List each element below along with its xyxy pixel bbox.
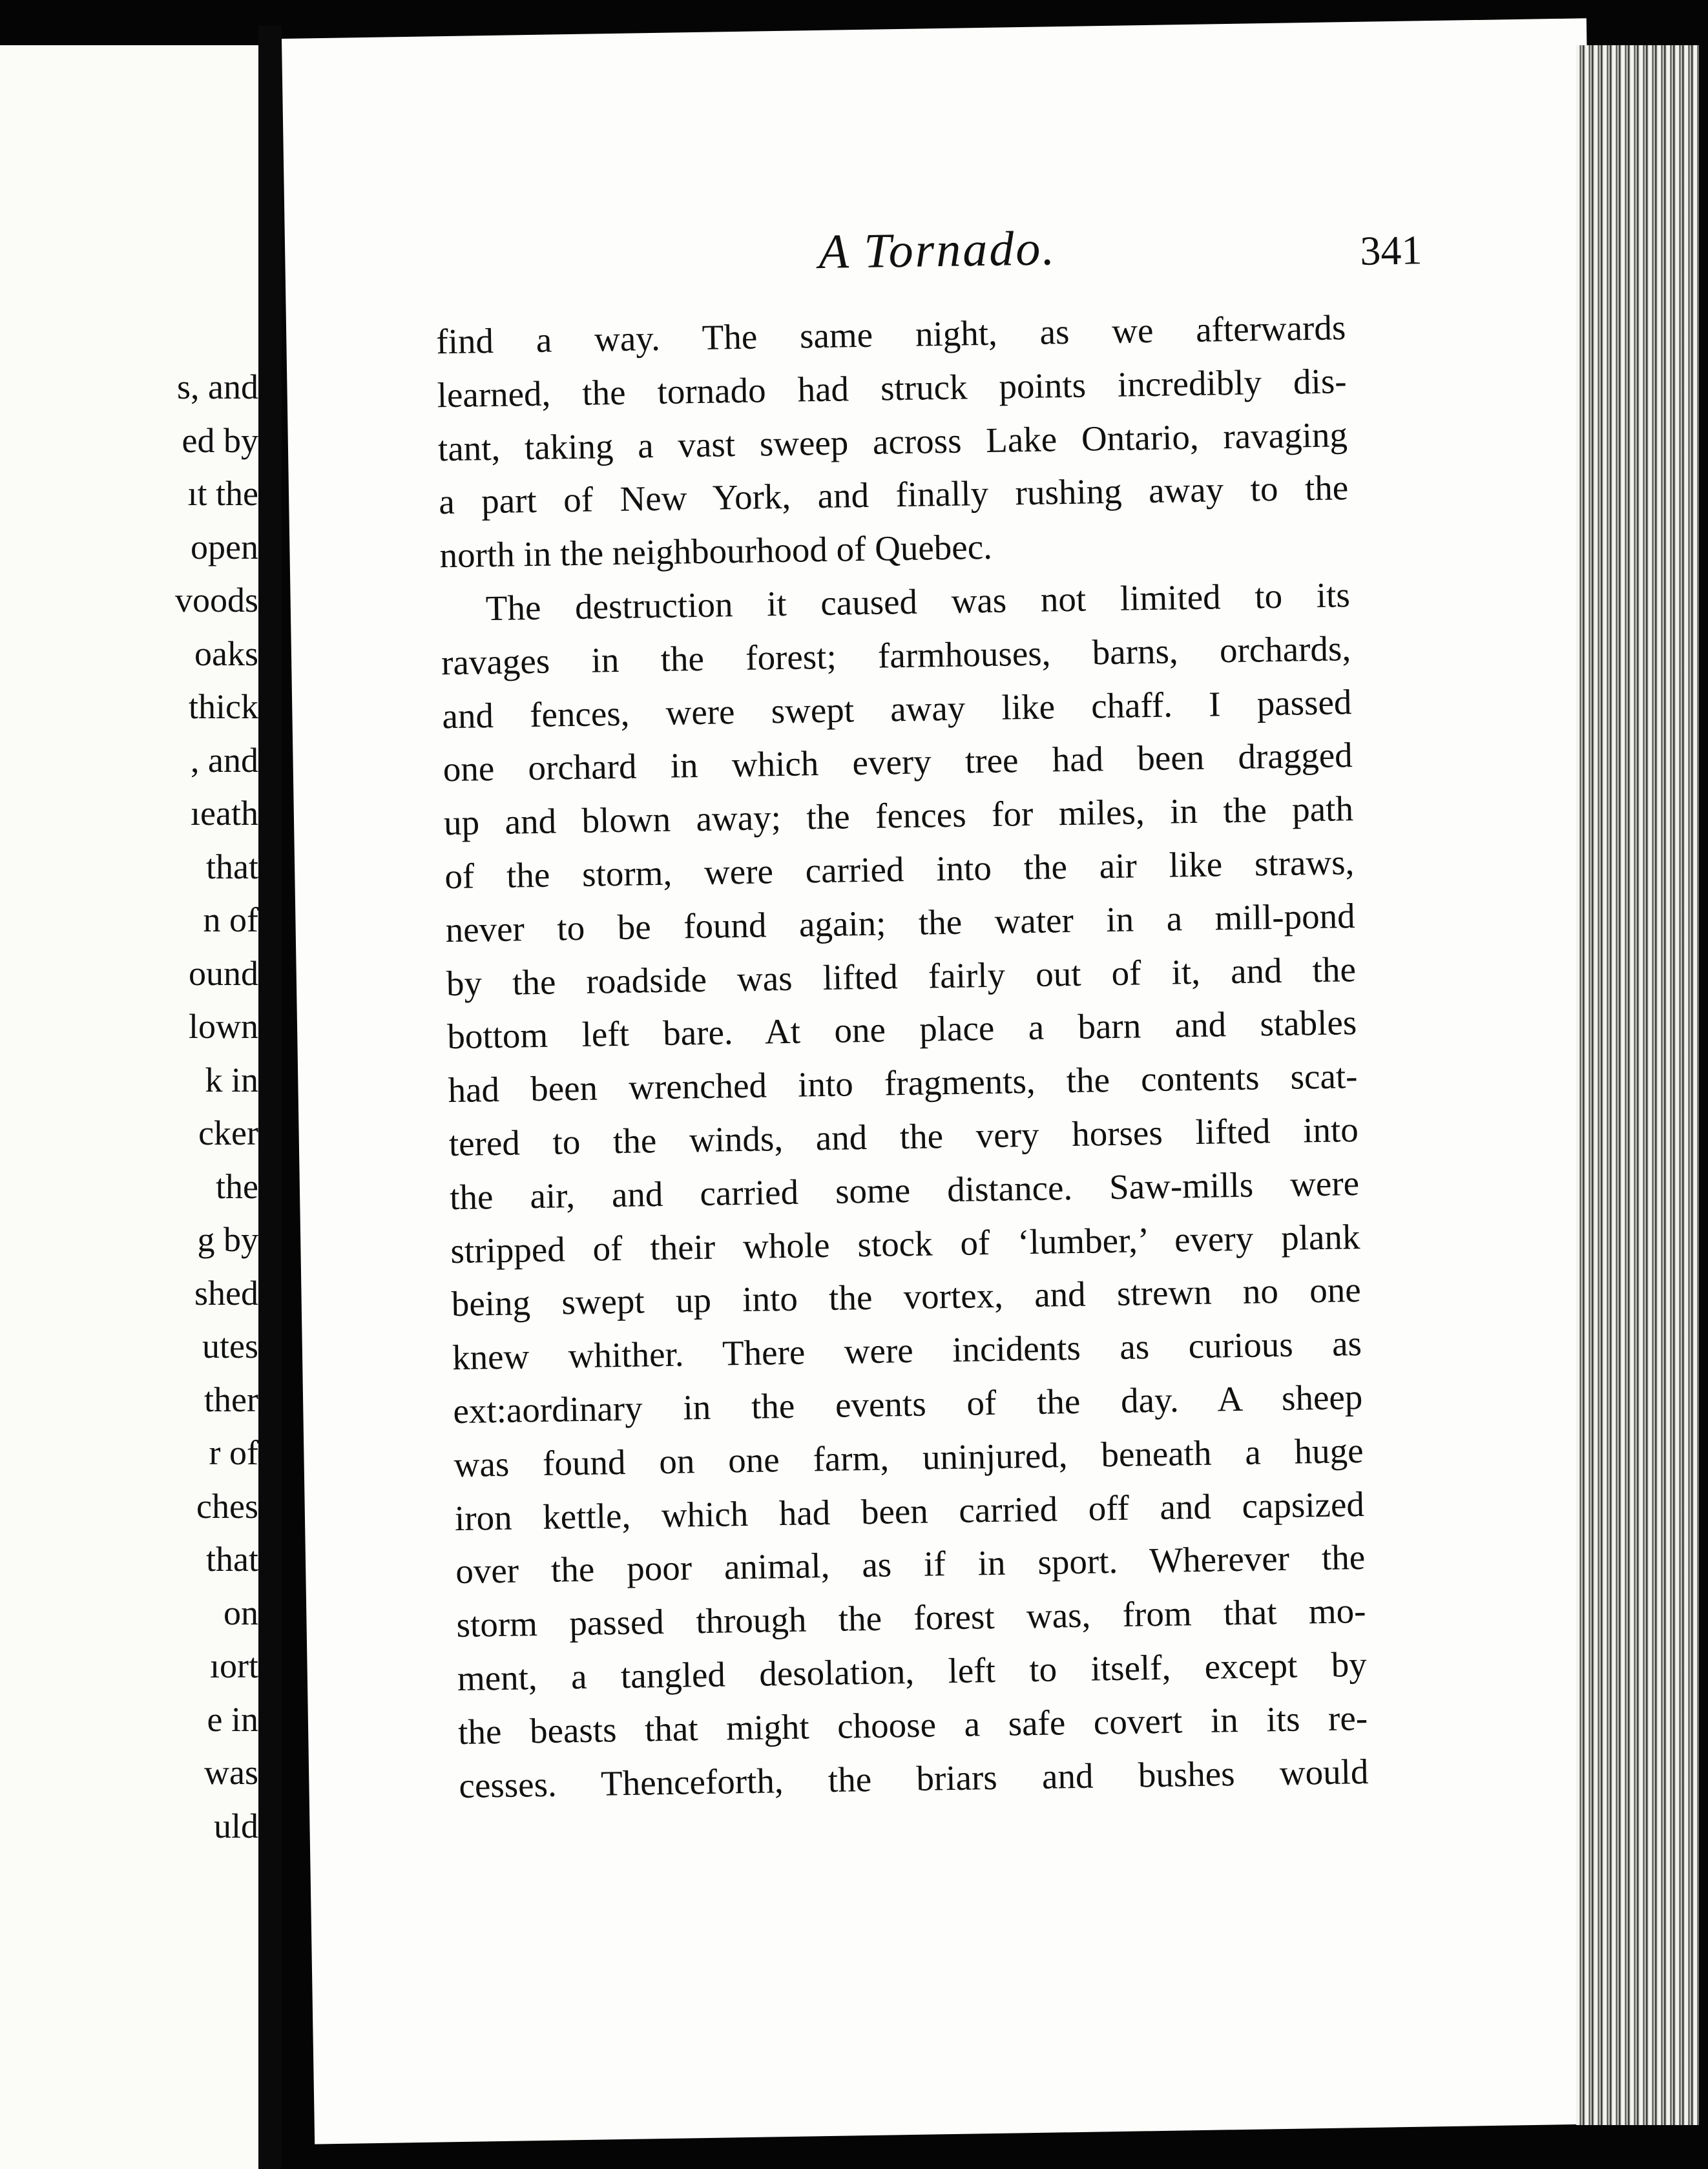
left-page-line: g by: [197, 1220, 258, 1259]
text-line: knew whither. There were incidents as curious as: [452, 1323, 1362, 1378]
page-number: 341: [1359, 227, 1422, 274]
left-page-line: on: [224, 1593, 258, 1632]
left-page-fragment: [0, 45, 262, 2169]
text-line: tant, taking a vast sweep across Lake Ontario, ravaging: [437, 414, 1348, 468]
text-line: ravages in the forest; farmhouses, barns, orchards,: [441, 628, 1351, 683]
text-line: a part of New York, and finally rushing away to the: [438, 468, 1349, 522]
text-line: the air, and carried some distance. Saw-mills were: [449, 1163, 1360, 1217]
left-page-line: lown: [189, 1007, 258, 1046]
page-edges: [1576, 45, 1699, 2125]
left-page-line: n of: [203, 900, 258, 939]
text-line: The destruction it caused was not limited to its: [485, 575, 1351, 628]
left-page-line: open: [191, 527, 258, 566]
text-line: ext:aordinary in the events of the day. A sheep: [452, 1376, 1363, 1431]
left-page-line: , and: [191, 740, 258, 780]
left-page-line: ıt the: [187, 474, 258, 513]
left-page-line: shed: [194, 1273, 258, 1313]
text-line: over the poor animal, as if in sport. Wherever the: [455, 1537, 1366, 1592]
text-line: stripped of their whole stock of ‘lumber,’ every plank: [450, 1216, 1360, 1271]
text-line: find a way. The same night, as we afterwards: [435, 307, 1346, 362]
left-page-line: ed by: [182, 420, 258, 460]
left-page-line: ches: [196, 1486, 258, 1526]
left-page-line: was: [204, 1753, 258, 1792]
left-page-line: s, and: [177, 368, 258, 406]
text-line: being swept up into the vortex, and strewn no one: [451, 1270, 1362, 1324]
left-page-line: e in: [207, 1699, 258, 1739]
text-line: iron kettle, which had been carried off and capsized: [454, 1484, 1365, 1538]
text-line: by the roadside was lifted fairly out of it, and the: [446, 949, 1357, 1003]
body-text: [436, 301, 1369, 1812]
left-page-line: thick: [189, 687, 258, 726]
left-page-text: [52, 360, 258, 1852]
left-page-line: that: [206, 847, 258, 886]
running-head: A Tornado.: [818, 221, 1057, 279]
text-line: and fences, were swept away like chaff. I passed: [442, 681, 1352, 736]
left-page-line: ıeath: [191, 794, 258, 833]
left-page-line: ther: [204, 1380, 258, 1419]
text-line: never to be found again; the water in a mill-pond: [445, 895, 1356, 950]
text-line: learned, the tornado had struck points incredibly dis-: [437, 360, 1347, 415]
text-line: ment, a tangled desolation, left to itself, except by: [457, 1644, 1368, 1698]
text-line: tered to the winds, and the very horses lifted into: [448, 1109, 1359, 1164]
text-line: north in the neighbourhood of Quebec.: [439, 527, 993, 576]
book-gutter: [258, 26, 282, 2169]
left-page-line: k in: [205, 1060, 258, 1099]
text-line: storm passed through the forest was, from that mo-: [456, 1591, 1366, 1645]
left-page-line: r of: [209, 1433, 258, 1472]
text-line: bottom left bare. At one place a barn and stables: [446, 1002, 1357, 1057]
text-line: was found on one farm, uninjured, beneath a huge: [453, 1430, 1364, 1484]
text-line: the beasts that might choose a safe covert in its re-: [457, 1697, 1368, 1752]
left-page-line: oaks: [194, 634, 258, 673]
left-page-line: ıort: [210, 1646, 258, 1685]
text-line: had been wrenched into fragments, the contents scat-: [448, 1056, 1358, 1110]
text-line: cesses. Thenceforth, the briars and bushes would: [459, 1751, 1369, 1805]
left-page-line: voods: [174, 581, 258, 619]
left-page-line: the: [216, 1167, 258, 1206]
text-line: of the storm, were carried into the air like straws,: [444, 842, 1355, 897]
left-page-line: utes: [202, 1327, 258, 1365]
left-page-line: cker: [198, 1114, 258, 1152]
left-page-line: ound: [189, 953, 258, 993]
right-page: [282, 18, 1619, 2144]
left-page-line: that: [206, 1540, 258, 1579]
text-line: one orchard in which every tree had been dragged: [443, 735, 1353, 789]
left-page-line: uld: [213, 1806, 258, 1845]
text-line: up and blown away; the fences for miles, in the path: [443, 789, 1354, 843]
